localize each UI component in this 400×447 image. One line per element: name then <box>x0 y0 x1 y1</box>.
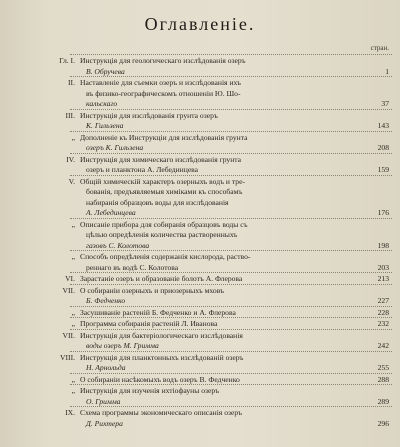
toc-line <box>0 66 400 77</box>
chapter-title-line: Описаніе прибора для собиранія образцовъ воды съ <box>80 219 248 229</box>
chapter-title-line: Дополненіе къ Инструкціи для изслѣдованія грунта <box>80 132 248 142</box>
page-number: 37 <box>381 99 389 109</box>
chapter-number: „ <box>71 386 75 395</box>
page-number: 288 <box>377 374 389 384</box>
chapter-title-line: воды озеръ М. Гримма <box>86 341 159 351</box>
toc-line <box>0 229 400 240</box>
page-number: 232 <box>377 319 389 329</box>
toc-line <box>0 295 400 306</box>
toc-line <box>0 374 400 385</box>
chapter-title-line: Наставленіе для съемки озеръ и изслѣдованія ихъ <box>80 78 241 87</box>
chapter-title-line: О. Гримма <box>86 396 121 406</box>
page-number: 203 <box>377 262 389 272</box>
toc-line <box>0 110 400 121</box>
chapter-title-line: Инструкція для бактеріологическаго изслѣдованія <box>80 330 243 340</box>
toc-line <box>0 396 400 407</box>
chapter-title-line: Программа собиранія растеній Л. Иванова <box>80 319 218 329</box>
page-number: 176 <box>377 208 389 218</box>
chapter-number: Гл. I. <box>59 56 75 65</box>
toc-line <box>0 262 400 273</box>
chapter-title-line: Н. Арнольда <box>86 363 126 373</box>
chapter-number: V. <box>68 176 75 186</box>
chapter-number: VII. <box>62 285 75 295</box>
chapter-number: IV. <box>66 154 75 164</box>
toc-line <box>0 176 400 187</box>
chapter-number: VII. <box>62 330 75 340</box>
chapter-title-line: Схема программы экономическаго описанія озеръ <box>80 408 243 417</box>
chapter-number: „ <box>71 252 75 262</box>
chapter-title-line: Засушиваніе растеній Б. Федченко и А. Флерова <box>80 307 236 317</box>
chapter-title-line: Способъ опредѣленія содержанія кислорода, раство- <box>80 252 251 262</box>
chapter-title-line: Инструкція для изученія ихтіофауны озеръ <box>80 386 220 395</box>
toc-line <box>0 307 400 318</box>
toc-line <box>0 330 400 341</box>
toc-line <box>0 285 400 296</box>
chapter-title-line: реннаго въ водѣ С. Колотова <box>86 262 179 272</box>
toc-line <box>0 88 400 99</box>
toc-line <box>0 98 400 109</box>
chapter-number: VIII. <box>60 352 75 362</box>
toc-line <box>0 164 400 175</box>
toc-line <box>0 251 400 262</box>
chapter-title-line: Б. Федченко <box>86 296 126 306</box>
toc-line <box>0 318 400 329</box>
page-number: 159 <box>377 165 389 175</box>
chapter-number: II. <box>68 78 75 87</box>
toc-line <box>0 55 400 66</box>
chapter-number: „ <box>71 319 75 329</box>
chapter-title-line: озеръ и планктона А. Лебединцева <box>86 165 199 175</box>
chapter-title-line: Общій химическій характеръ озерныхъ водъ и тре- <box>80 176 245 186</box>
chapter-title-line: О собираніи насѣкомыхъ водъ озеръ В. Федченко <box>80 374 240 384</box>
chapter-number: IX. <box>65 408 75 417</box>
toc-line <box>0 240 400 251</box>
chapter-title-line: Инструкція для изслѣдованія грунта озеръ <box>80 110 218 120</box>
chapter-title-line: В. Обручева <box>86 66 125 76</box>
page-number: 296 <box>377 418 389 428</box>
chapter-title-line: А. Лебединцева <box>86 208 136 218</box>
toc-line <box>0 362 400 373</box>
chapter-title-line: бованія, предъявляемыя химіками къ способамъ <box>86 187 243 197</box>
chapter-title-line: К. Гильзена <box>86 121 124 131</box>
page-number: 242 <box>377 341 389 351</box>
toc-line <box>0 154 400 165</box>
page-number: 255 <box>377 363 389 373</box>
chapter-title-line: Инструкція для химическаго изслѣдованія грунта <box>80 154 242 164</box>
chapter-number: III. <box>65 110 75 120</box>
toc-line <box>0 197 400 208</box>
toc-line <box>0 407 400 418</box>
toc-line <box>0 352 400 363</box>
toc-line <box>0 273 400 284</box>
chapter-title-line: Д. Рихтера <box>86 418 123 428</box>
chapter-title-line: озеръ К. Гильзена <box>86 143 144 153</box>
chapter-number: „ <box>71 307 75 317</box>
page-title: Оглавленіе. <box>144 14 256 34</box>
toc-line <box>0 207 400 218</box>
toc-line <box>0 120 400 131</box>
toc-line <box>0 219 400 230</box>
page-number: 1 <box>385 66 389 76</box>
chapter-title-line: цѣлью опредѣленія количества растворенныхъ <box>86 230 238 240</box>
toc-line <box>0 385 400 396</box>
chapter-title-line: газовъ С. Колотова <box>86 240 150 250</box>
toc-line <box>0 142 400 153</box>
toc-line <box>0 340 400 351</box>
toc-line <box>0 132 400 143</box>
page-number: 228 <box>377 307 389 317</box>
chapter-number: „ <box>71 374 75 384</box>
page-number: 289 <box>377 396 389 406</box>
page-number: 198 <box>377 240 389 250</box>
chapter-number: „ <box>71 132 75 142</box>
page-number: 143 <box>377 121 389 131</box>
chapter-number: VI. <box>65 274 75 284</box>
page-number: 227 <box>377 296 389 306</box>
toc-line <box>0 77 400 88</box>
toc-line <box>0 186 400 197</box>
chapter-title-line: кальскаго <box>86 99 118 109</box>
chapter-title-line: О собираніи озерныхъ и приозерныхъ мховъ <box>80 285 225 295</box>
page-number: 213 <box>377 274 389 284</box>
page-column-header: стран. <box>370 44 389 52</box>
chapter-title-line: набиранія образцовъ воды для изслѣдованія <box>86 197 229 207</box>
chapter-title-line: Инструкція для геологическаго изслѣдованія озеръ <box>80 56 246 65</box>
toc-line <box>0 418 400 429</box>
chapter-number: „ <box>71 219 75 229</box>
page-number: 208 <box>377 143 389 153</box>
chapter-title-line: Инструкція для планктонныхъ изслѣдованій озеръ <box>80 352 244 362</box>
chapter-title-line: въ физико-географическомъ отношеніи Ю. Шо- <box>86 88 241 98</box>
chapter-title-line: Зарастаніе озеръ и образованіе болотъ А. Флерова <box>80 274 243 284</box>
